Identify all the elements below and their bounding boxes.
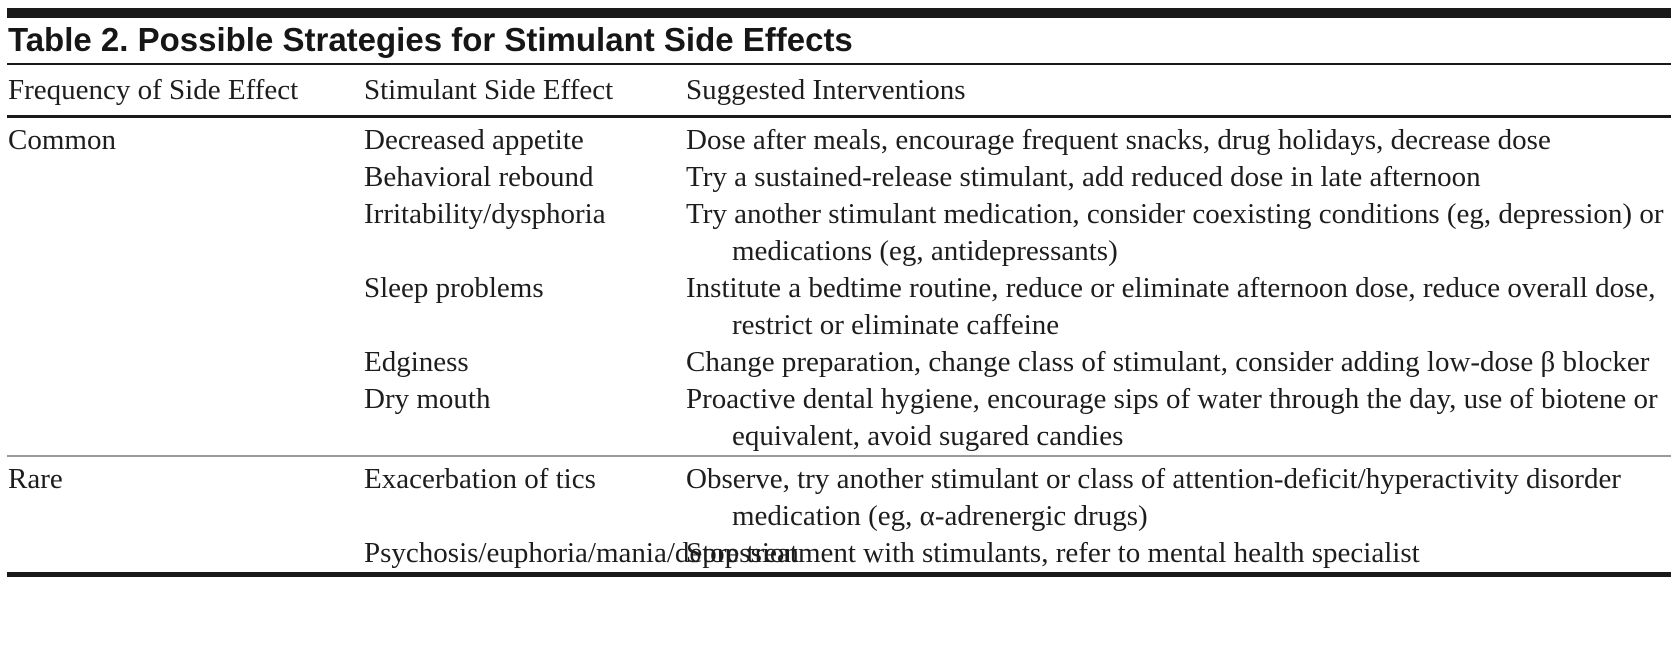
side-effects-table <box>7 65 1671 577</box>
intervention-cell: Change preparation, change class of stimulant, consider adding low-dose β blocker <box>686 346 1650 378</box>
intervention-cell: Institute a bedtime routine, reduce or eliminate afternoon dose, reduce overall dose, restrict or eliminate caffeine <box>686 272 1656 341</box>
column-header-frequency: Frequency of Side Effect <box>7 65 364 117</box>
table-title: Table 2. Possible Strategies for Stimulant Side Effects <box>7 18 1671 65</box>
frequency-cell: Rare <box>8 463 63 495</box>
side-effect-cell: Edginess <box>364 346 469 378</box>
side-effect-cell: Exacerbation of tics <box>364 463 596 495</box>
side-effect-cell: Decreased appetite <box>364 124 584 156</box>
side-effect-cell: Behavioral rebound <box>364 161 594 193</box>
section-rare <box>7 456 1671 575</box>
section-common <box>7 117 1671 457</box>
table-header-row <box>7 65 1671 117</box>
intervention-cell: Try a sustained-release stimulant, add reduced dose in late afternoon <box>686 161 1481 193</box>
intervention-cell: Dose after meals, encourage frequent snacks, drug holidays, decrease dose <box>686 124 1551 156</box>
top-rule-bar <box>7 8 1671 18</box>
side-effect-cell: Psychosis/euphoria/mania/depression <box>364 537 799 569</box>
side-effect-cell: Irritability/dysphoria <box>364 198 606 230</box>
intervention-cell: Observe, try another stimulant or class of attention-deficit/hyperactivity disorder medication (eg, α-adrenergic drugs) <box>686 463 1621 532</box>
table-row <box>7 117 1671 160</box>
intervention-cell: Proactive dental hygiene, encourage sips of water through the day, use of biotene or equivalent, avoid sugared candies <box>686 383 1658 452</box>
column-header-interventions: Suggested Interventions <box>686 65 1671 117</box>
intervention-cell: Stop treatment with stimulants, refer to mental health specialist <box>686 537 1420 569</box>
column-header-side-effect: Stimulant Side Effect <box>364 65 686 117</box>
frequency-cell: Common <box>8 124 116 156</box>
intervention-cell: Try another stimulant medication, consider coexisting conditions (eg, depression) or medications (eg, antidepressants) <box>686 198 1664 267</box>
side-effect-cell: Sleep problems <box>364 272 544 304</box>
side-effect-cell: Dry mouth <box>364 383 491 415</box>
table-row <box>7 456 1671 535</box>
